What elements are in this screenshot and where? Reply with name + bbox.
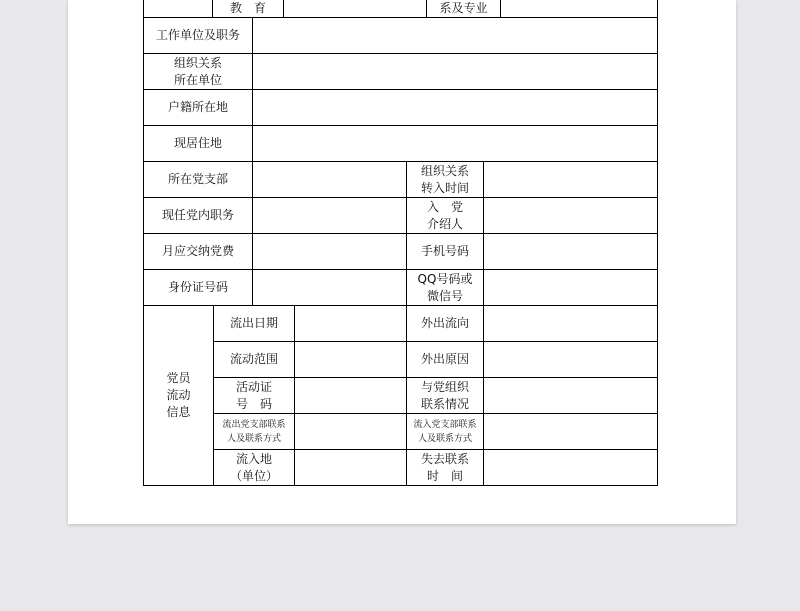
org-relation-unit-field[interactable] <box>252 53 658 90</box>
household-location-label: 户籍所在地 <box>143 89 253 126</box>
party-branch-label: 所在党支部 <box>143 161 253 198</box>
party-position-field[interactable] <box>252 197 407 234</box>
work-unit-label: 工作单位及职务 <box>143 17 253 54</box>
inflow-branch-contact-label: 流入党支部联系 人及联系方式 <box>406 413 484 450</box>
introducer-label: 入 党 介绍人 <box>406 197 484 234</box>
outflow-date-label: 流出日期 <box>213 305 295 342</box>
phone-field[interactable] <box>483 233 658 270</box>
monthly-dues-label: 月应交纳党费 <box>143 233 253 270</box>
id-number-label: 身份证号码 <box>143 269 253 306</box>
outflow-direction-field[interactable] <box>483 305 658 342</box>
introducer-field[interactable] <box>483 197 658 234</box>
monthly-dues-field[interactable] <box>252 233 407 270</box>
qq-wechat-label: QQ号码或 微信号 <box>406 269 484 306</box>
current-address-label: 现居住地 <box>143 125 253 162</box>
household-location-field[interactable] <box>252 89 658 126</box>
current-address-field[interactable] <box>252 125 658 162</box>
lost-contact-time-label: 失去联系 时 间 <box>406 449 484 486</box>
transfer-in-time-label: 组织关系 转入时间 <box>406 161 484 198</box>
party-contact-status-label: 与党组织 联系情况 <box>406 377 484 414</box>
major-field[interactable] <box>500 0 658 18</box>
major-label: 系及专业 <box>426 0 501 18</box>
qq-wechat-field[interactable] <box>483 269 658 306</box>
outflow-direction-label: 外出流向 <box>406 305 484 342</box>
document-page <box>68 0 736 524</box>
activity-cert-label: 活动证 号 码 <box>213 377 295 414</box>
flow-scope-label: 流动范围 <box>213 341 295 378</box>
activity-cert-field[interactable] <box>294 377 407 414</box>
flow-scope-field[interactable] <box>294 341 407 378</box>
outflow-date-field[interactable] <box>294 305 407 342</box>
lost-contact-time-field[interactable] <box>483 449 658 486</box>
party-contact-status-field[interactable] <box>483 377 658 414</box>
id-number-field[interactable] <box>252 269 407 306</box>
outflow-reason-label: 外出原因 <box>406 341 484 378</box>
transfer-in-time-field[interactable] <box>483 161 658 198</box>
outflow-branch-contact-field[interactable] <box>294 413 407 450</box>
party-branch-field[interactable] <box>252 161 407 198</box>
inflow-place-field[interactable] <box>294 449 407 486</box>
inflow-place-label: 流入地 （单位） <box>213 449 295 486</box>
outflow-reason-field[interactable] <box>483 341 658 378</box>
top-row-left-blank <box>143 0 213 18</box>
work-unit-field[interactable] <box>252 17 658 54</box>
flow-section-label: 党员 流动 信息 <box>143 305 214 486</box>
outflow-branch-contact-label: 流出党支部联系 人及联系方式 <box>213 413 295 450</box>
org-relation-unit-label: 组织关系 所在单位 <box>143 53 253 90</box>
inflow-branch-contact-field[interactable] <box>483 413 658 450</box>
phone-label: 手机号码 <box>406 233 484 270</box>
education-label: 教 育 <box>212 0 284 18</box>
education-field[interactable] <box>283 0 427 18</box>
party-position-label: 现任党内职务 <box>143 197 253 234</box>
